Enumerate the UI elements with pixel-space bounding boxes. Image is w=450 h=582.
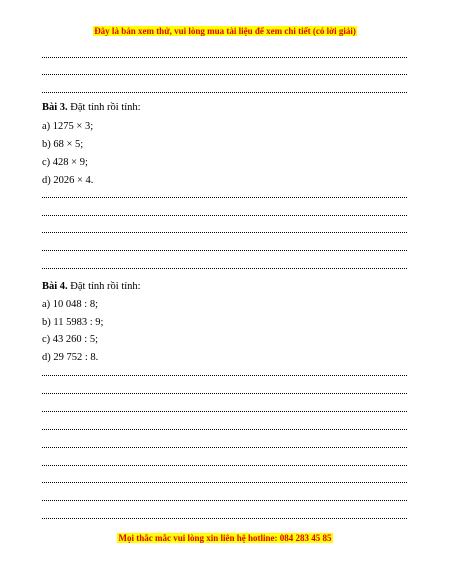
answer-line: [42, 375, 407, 376]
answer-line: [42, 268, 407, 269]
exercise-4-item-b: b) 11 5983 : 9;: [42, 317, 104, 328]
answer-line: [42, 393, 407, 394]
exercise-4-heading: [42, 280, 141, 293]
exercise-3-item-a: a) 1275 × 3;: [42, 121, 94, 132]
answer-line: [42, 57, 407, 58]
answer-line: [42, 411, 407, 412]
exercise-4-item-c: c) 43 260 : 5;: [42, 334, 98, 345]
answer-line: [42, 447, 407, 448]
exercise-4-instruction: Đặt tính rồi tính:: [67, 281, 141, 292]
answer-line: [42, 232, 407, 233]
exercise-4-item-a: a) 10 048 : 8;: [42, 299, 98, 310]
preview-notice-text: Đây là bản xem thử, vui lòng mua tài liệu để xem chi tiết (có lời giải): [94, 26, 356, 36]
answer-line: [42, 92, 407, 93]
exercise-3-label: Bài 3.: [42, 102, 68, 113]
exercise-3-item-b: b) 68 × 5;: [42, 139, 84, 150]
hotline-text: Mọi thắc mắc vui lòng xin liên hệ hotline: 084 283 45 85: [118, 533, 332, 543]
exercise-3-item-c: c) 428 × 9;: [42, 157, 88, 168]
hotline-footer: [0, 533, 450, 544]
answer-line: [42, 429, 407, 430]
answer-line: [42, 465, 407, 466]
answer-line: [42, 215, 407, 216]
exercise-4-item-d: d) 29 752 : 8.: [42, 352, 99, 363]
exercise-3-item-d: d) 2026 × 4.: [42, 175, 94, 186]
exercise-4-label: Bài 4.: [42, 281, 68, 292]
answer-line: [42, 500, 407, 501]
answer-line: [42, 250, 407, 251]
answer-line: [42, 74, 407, 75]
exercise-3-instruction: Đặt tính rồi tính:: [67, 102, 141, 113]
preview-notice: [0, 26, 450, 37]
answer-line: [42, 518, 407, 519]
answer-line: [42, 197, 407, 198]
exercise-3-heading: [42, 101, 141, 114]
answer-line: [42, 482, 407, 483]
